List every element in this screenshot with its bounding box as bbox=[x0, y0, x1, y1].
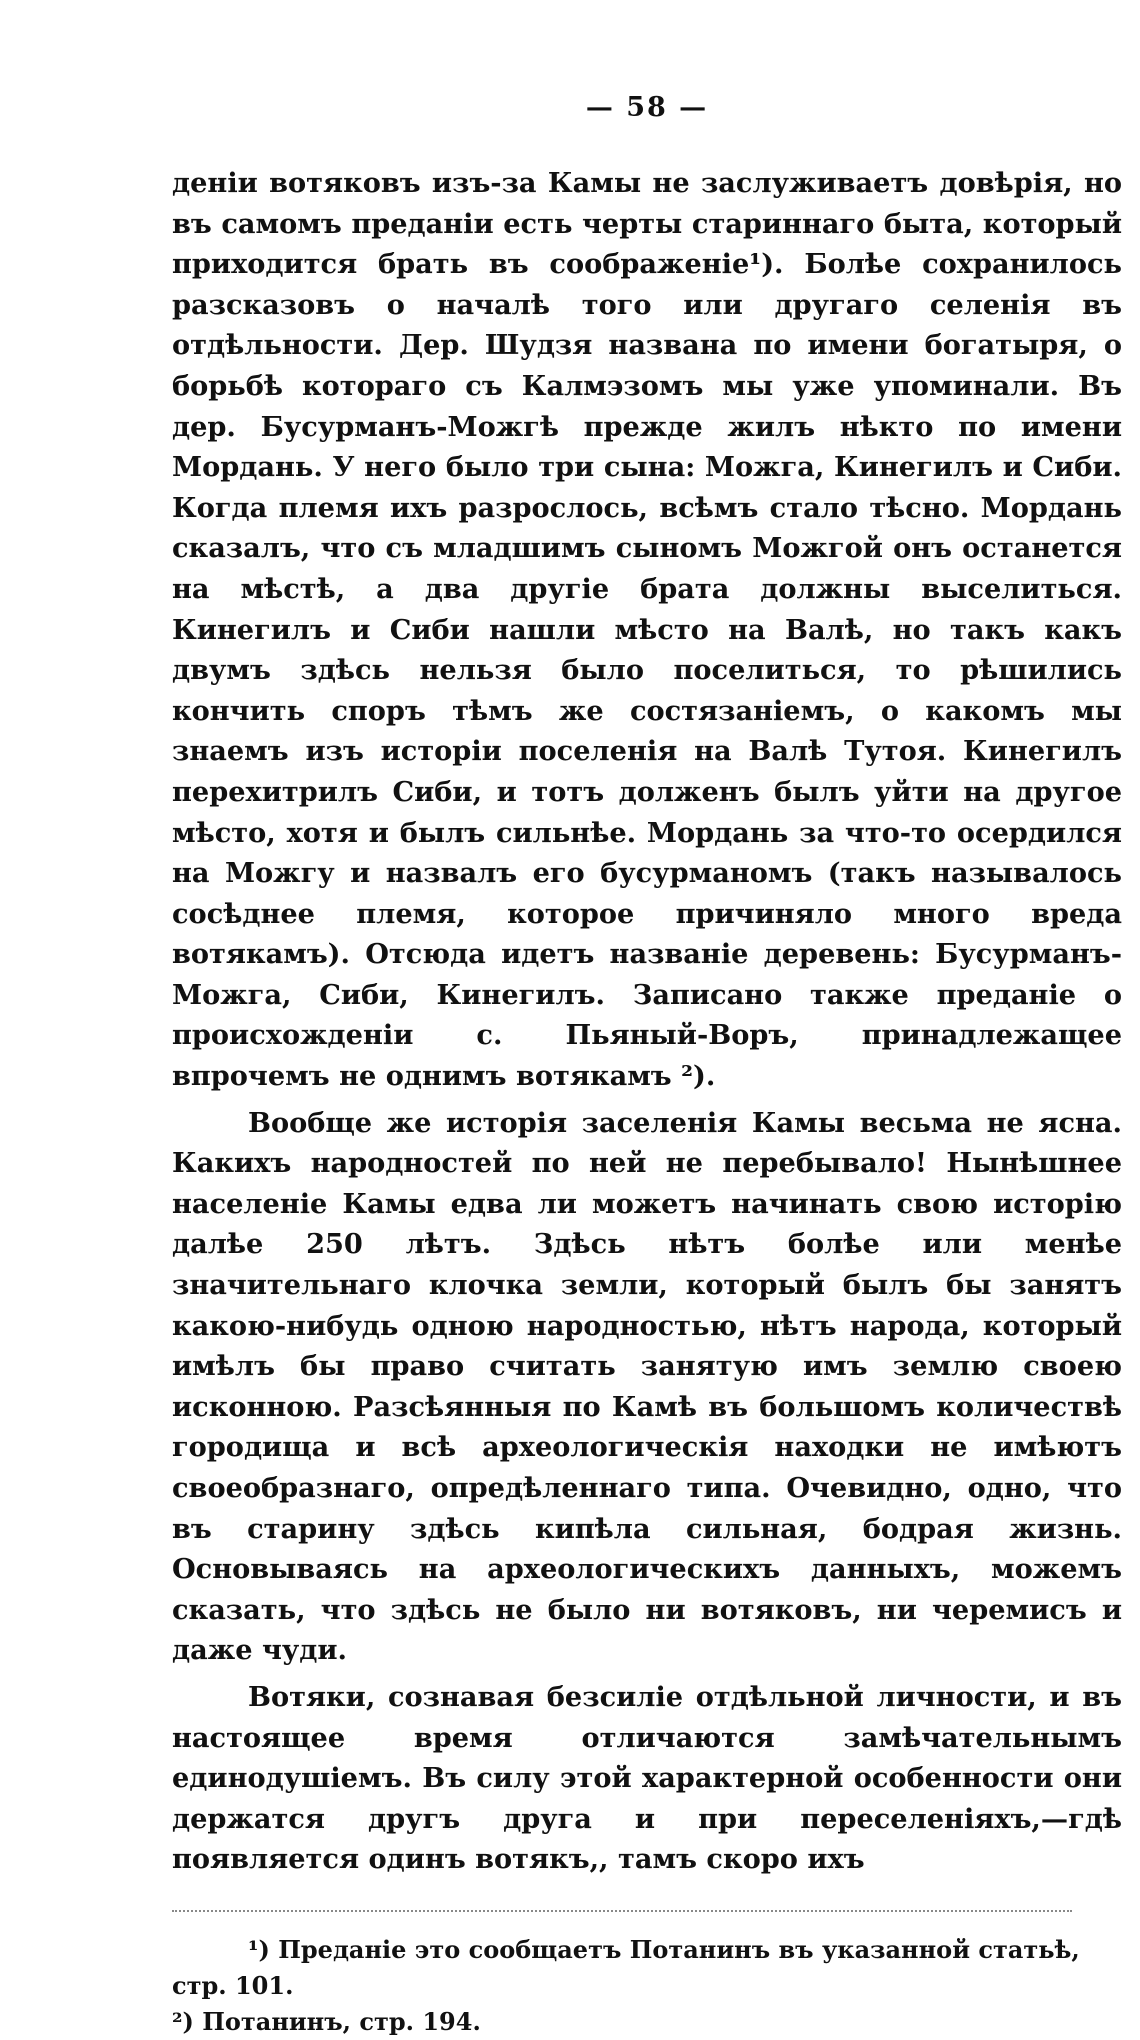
footnote-separator bbox=[172, 1886, 1072, 1912]
footnotes bbox=[172, 1932, 1122, 2040]
paragraph-2: Вообще же исторiя заселенiя Камы весьма не ясна. Какихъ народностей по ней не перебывало! Нынѣшнее населенiе Камы едва ли можетъ начинать свою исторiю далѣе 250 лѣтъ. Здѣсь нѣтъ болѣе или менѣе значительнаго клочка земли, который былъ бы занятъ какою-нибудь одною народностью, нѣтъ народа, который имѣлъ бы право считать занятую имъ землю своею исконною. Разсѣянныя по Камѣ въ большомъ количествѣ городища и всѣ археологическiя находки не имѣютъ своеобразнаго, опредѣленнаго типа. Очевидно, одно, что въ старину здѣсь кипѣла сильная, бодрая жизнь. Основываясь на археологическихъ данныхъ, можемъ сказать, что здѣсь не было ни вотяковъ, ни черемисъ и даже чуди. bbox=[172, 1106, 1122, 1667]
book-page bbox=[172, 92, 1122, 2040]
footnote-2: ²) Потанинъ, стр. 194. bbox=[172, 2006, 481, 2036]
paragraph-1: денiи вотяковъ изъ-за Камы не заслуживаетъ довѣрiя, но въ самомъ преданiи есть черты стариннаго быта, который приходится брать въ соображенiе¹). Болѣе сохранилось разсказовъ о началѣ того или другаго селенiя въ отдѣльности. Дер. Шудзя названа по имени богатыря, о борьбѣ котораго съ Калмэзомъ мы уже упоминали. Въ дер. Бусурманъ-Можгѣ прежде жилъ нѣкто по имени Мордань. У него было три сына: Можга, Кинегилъ и Сиби. Когда племя ихъ разрослось, всѣмъ стало тѣсно. Мордань сказалъ, что съ младшимъ сыномъ Можгой онъ останется на мѣстѣ, а два другiе брата должны выселиться. Кинегилъ и Сиби нашли мѣсто на Валѣ, но такъ какъ двумъ здѣсь нельзя было поселиться, то рѣшились кончить споръ тѣмъ же состязанiемъ, о какомъ мы знаемъ изъ исторiи поселенiя на Валѣ Тутоя. Кинегилъ перехитрилъ Сиби, и тотъ долженъ былъ уйти на другое мѣсто, хотя и былъ сильнѣе. Мордань за что-то осердился на Можгу и назвалъ его бусурманомъ (такъ называлось сосѣднее племя, которое причиняло много вреда вотякамъ). Отсюда идетъ названiе деревень: Бусурманъ-Можга, Сиби, Кинегилъ. Записано также преданiе о происхожденiи с. Пьяный-Воръ, принадлежащее впрочемъ не однимъ вотякамъ ²). bbox=[172, 167, 1122, 1093]
main-text bbox=[172, 163, 1122, 1880]
footnote-1: ¹) Преданiе это сообщаетъ Потанинъ въ указанной статьѣ, стр. 101. bbox=[172, 1934, 1080, 2000]
page-number: — 58 — bbox=[585, 92, 709, 123]
paragraph-3: Вотяки, сознавая безсилiе отдѣльной личности, и въ настоящее время отличаются замѣчательнымъ единодушiемъ. Въ силу этой характерной особенности они держатся другъ друга и при переселенiяхъ,—гдѣ появляется одинъ вотякъ,, тамъ скоро ихъ bbox=[172, 1680, 1122, 1876]
